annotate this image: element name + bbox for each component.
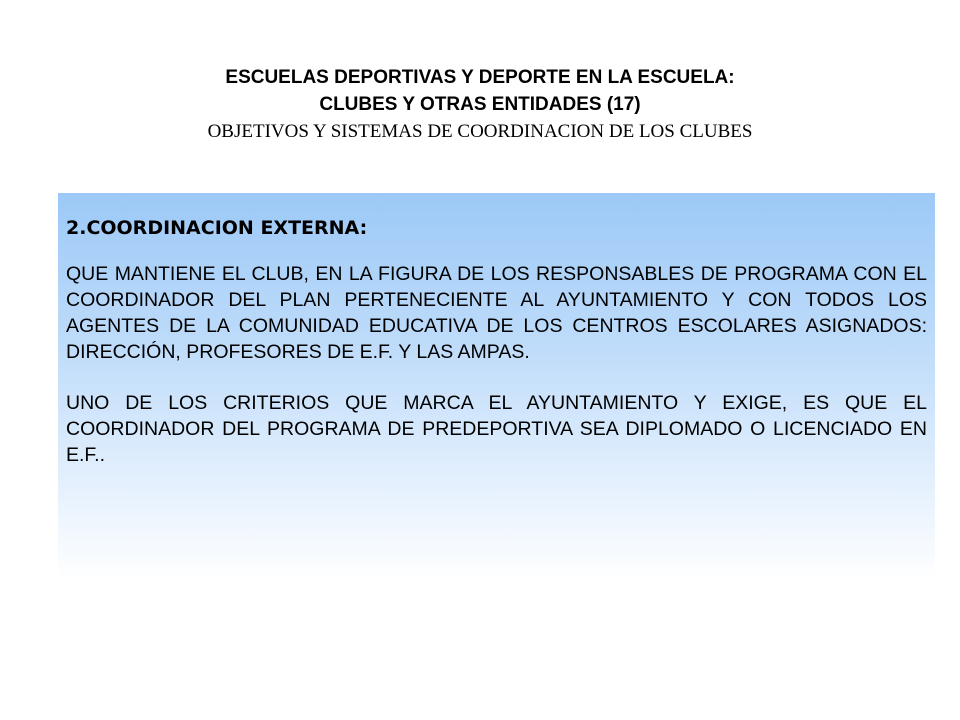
slide-header <box>0 64 960 145</box>
paragraph-coordination: QUE MANTIENE EL CLUB, EN LA FIGURA DE LOS RESPONSABLES DE PROGRAMA CON EL COORDINADOR DEL PLAN PERTENECIENTE AL AYUNTAMIENTO Y CON TODOS LOS AGENTES DE LA COMUNIDAD EDUCATIVA DE LOS CENTROS ESCOLARES ASIGNADOS: DIRECCIÓN, PROFESORES DE E.F. Y LAS AMPAS. <box>66 263 927 363</box>
slide-title-line-1: ESCUELAS DEPORTIVAS Y DEPORTE EN LA ESCUELA: <box>225 67 735 88</box>
paragraph-criteria: UNO DE LOS CRITERIOS QUE MARCA EL AYUNTAMIENTO Y EXIGE, ES QUE EL COORDINADOR DEL PROGRAMA DE PREDEPORTIVA SEA DIPLOMADO O LICENCIADO EN E.F.. <box>66 392 927 466</box>
slide-subtitle: OBJETIVOS Y SISTEMAS DE COORDINACION DE LOS CLUBES <box>207 121 753 142</box>
section-heading: 2.COORDINACION EXTERNA: <box>66 217 368 239</box>
content-box <box>58 193 935 580</box>
slide-title-line-2: CLUBES Y OTRAS ENTIDADES (17) <box>319 94 641 115</box>
